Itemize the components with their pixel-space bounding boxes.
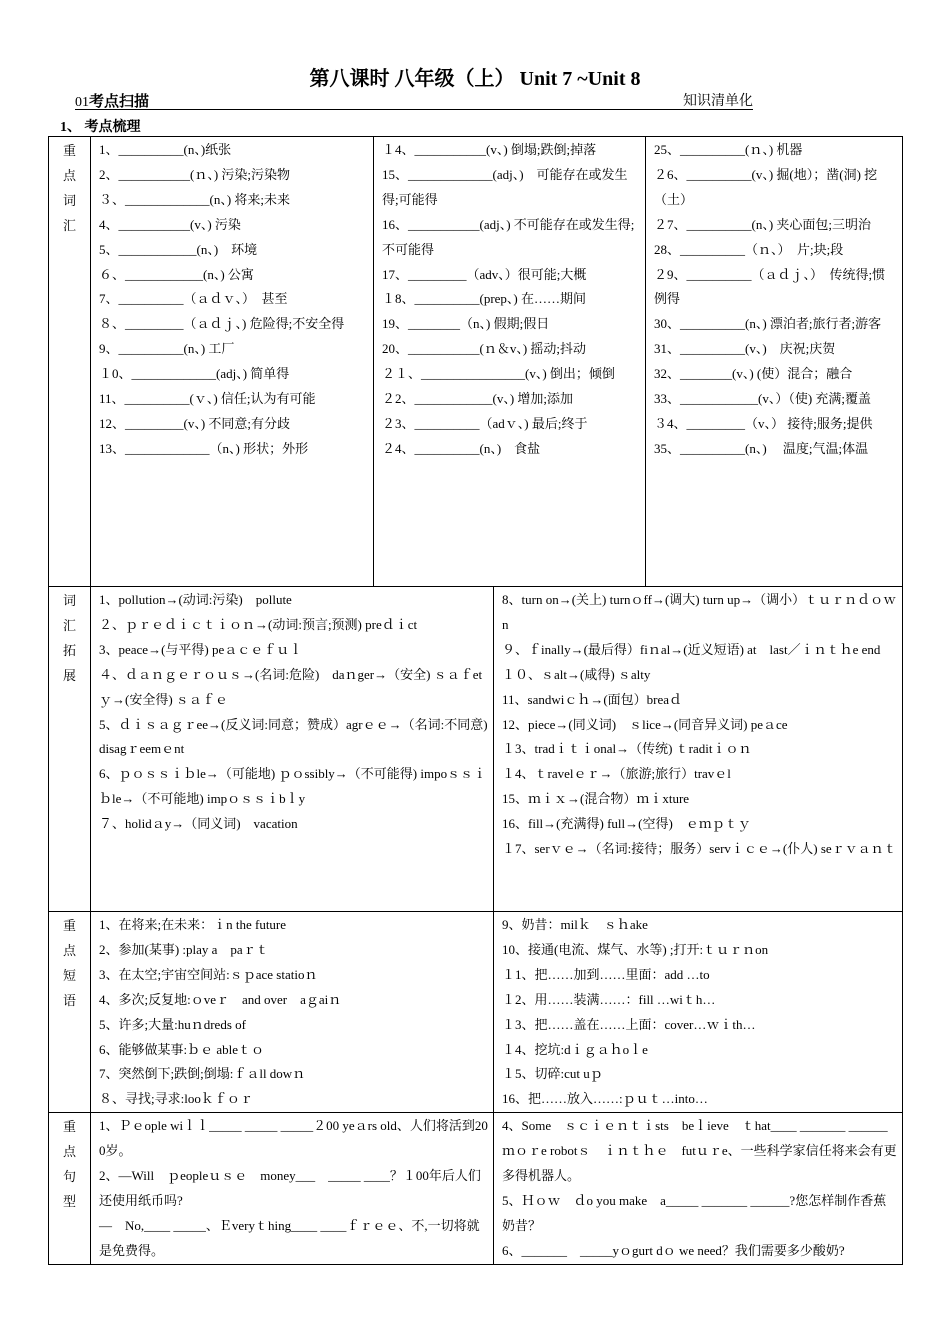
sentences-label: 重 点 句 型 <box>49 1113 91 1264</box>
list-item: 12、_________(v、) 不同意;有分歧 <box>99 415 291 431</box>
list-item: １０、ｓalt→(咸得) ｓalty <box>502 666 651 682</box>
list-item: 11、sandwiｃｈ→(面包）breaｄ <box>502 691 683 707</box>
vocab-col-2 <box>374 137 646 587</box>
list-item: 16、把……放入……:ｐｕｔ…into… <box>502 1091 708 1107</box>
list-item: 25、__________(ｎ、) 机器 <box>654 142 803 157</box>
vocab-col-1 <box>91 137 374 587</box>
list-item: 8、turn on→(关上) turnｏff→(调大) turn up→（调小）ｔｕｒｎｄｏｗn <box>502 592 897 632</box>
section-header <box>75 89 753 110</box>
list-item: 2、参加(某事) :play a paｒｔ <box>99 941 269 957</box>
list-item: 4、___________(v、) 污染 <box>99 216 241 232</box>
list-item: ２6、__________(v、) 掘(地）；凿(洞) 挖（土） <box>654 166 878 207</box>
list-item: 5、许多;大量:huｎdreds of <box>99 1016 246 1032</box>
sentences-col-2 <box>494 1113 903 1264</box>
list-item: 9、__________(n、) 工厂 <box>99 341 235 357</box>
list-item: １7、serｖｅ→（名词:接待；服务）servｉｃｅ→(仆人) seｒｖａｎｔ <box>502 841 897 857</box>
list-item: 4、Some ｓｃｉｅｎｔｉsts beｌieve ｔhat____ _______ ______ｍｏｒe robotｓ ｉｎｔｈｅ futｕｒe、一些科学家信任将来会有更多得机器人。 <box>502 1118 897 1184</box>
list-item: 12、piece→(同义词) ｓlice→(同音异义词) peａce <box>502 716 788 732</box>
knowledge-table <box>48 136 903 1265</box>
list-item: 1、Ｐｅople wiｌｌ_____ _____ _____２00 yeａrs old、人们将活到200岁。 <box>99 1118 488 1159</box>
list-item: 3、在太空;宇宙空间站:ｓｐace statioｎ <box>99 966 318 982</box>
phrases-row <box>49 912 903 1113</box>
phrases-col-2 <box>494 912 903 1113</box>
list-item: １4、___________(v、) 倒塌;跌倒;掉落 <box>382 142 597 157</box>
list-item: 3、peace→(与平得) peａｃｅｆｕｌ <box>99 641 303 657</box>
list-item: 16、___________(adj、) 不可能存在或发生得;不可能得 <box>382 216 635 257</box>
list-item: 5、ｄｉｓａｇｒee→(反义词:同意；赞成）agrｅｅ→（名词:不同意) disagｒeemｅnt <box>99 716 488 757</box>
list-item: 31、__________(v、) 庆祝;庆贺 <box>654 341 836 357</box>
list-item: １4、挖坑:dｉｇａｈoｌe <box>502 1041 648 1057</box>
list-item: 16、fill→(充满得) full→(空得) ｅｍｐｔｙ <box>502 816 751 832</box>
list-item: ２2、____________(v、) 增加;添加 <box>382 391 574 407</box>
section-heading: 1、 考点梳理 <box>60 120 141 135</box>
list-item: 15、_____________(adj、) 可能存在或发生得;可能得 <box>382 166 628 207</box>
header-bold-title: 考点扫描 <box>89 94 150 110</box>
page-title: 第八课时 八年级（上） Unit 7 ~Unit 8 <box>309 68 641 90</box>
list-item: 6、能够做某事:ｂｅ ableｔｏ <box>99 1041 265 1057</box>
list-item: １5、切碎:cut uｐ <box>502 1066 603 1082</box>
list-item: ２9、__________（ａｄｊ、） 传统得;惯例得 <box>654 266 886 307</box>
list-item: ４、ｄａｎｇｅｒｏｕｓ→(名词:危险) daｎger→（安全) ｓａｆet ｙ→(安全得) ｓａｆｅ <box>99 666 483 707</box>
list-item: — No,____ _____、Ｅveryｔhing____ ____ｆｒｅｅ、不,一切将就是免费得。 <box>99 1217 480 1258</box>
list-item: 20、___________(ｎ＆v、) 摇动;抖动 <box>382 341 587 357</box>
list-item: ７、holidａy→（同义词) vacation <box>99 816 298 832</box>
list-item: １0、_____________(adj、) 简单得 <box>99 366 290 382</box>
list-item: 5、____________(n、) 环境 <box>99 241 258 257</box>
list-item: 32、________(v、) (使）混合；融合 <box>654 366 853 382</box>
list-item: 1、在将来;在未来：ｉn the future <box>99 917 287 932</box>
list-item: １8、__________(prep、) 在……期间 <box>382 291 587 307</box>
list-item: 11、__________(ｖ、) 信任;认为有可能 <box>99 391 316 407</box>
list-item: 6、_______ _____yｏgurt dｏ we need？我们需要多少酸奶? <box>502 1242 845 1258</box>
list-item: ３4、_________（v、） 接待;服务;提供 <box>654 415 873 431</box>
vocab-label: 重 点 词 汇 <box>49 137 91 587</box>
list-item: 10、接通(电流、煤气、水等) ;打开:ｔｕｒｎon <box>502 941 769 957</box>
expand-col-2 <box>494 587 903 912</box>
list-item: 7、__________（ａｄｖ、） 甚至 <box>99 291 288 307</box>
list-item: １4、ｔravelｅｒ→（旅游;旅行）travｅl <box>502 766 731 782</box>
list-item: ６、____________(n、) 公寓 <box>99 266 254 282</box>
vocab-row <box>49 137 903 587</box>
list-item: 2、___________(ｎ、) 污染;污染物 <box>99 166 291 182</box>
list-item: 30、__________(n、) 漂泊者;旅行者;游客 <box>654 316 882 332</box>
list-item: ２、ｐｒｅｄｉｃｔｉｏｎ→(动词:预言;预测) preｄｉct <box>99 616 418 632</box>
list-item: １3、把……盖在……上面：cover…ｗｉth… <box>502 1016 756 1032</box>
vocab-col-3 <box>646 137 903 587</box>
header-left <box>75 90 149 111</box>
header-number: 01 <box>75 95 89 110</box>
list-item: 28、__________（ｎ、） 片;块;段 <box>654 241 844 257</box>
list-item: 35、__________(n、) 温度;气温;体温 <box>654 440 869 456</box>
list-item: 9、奶昔：milｋ ｓｈake <box>502 917 648 932</box>
list-item: 6、ｐｏｓｓｉｂle→（可能地) ｐｏssibly→（不可能得) impoｓｓｉｂle→（不可能地) impｏｓｓｉbｌy <box>99 766 487 807</box>
list-item: １1、把……加到……里面：add …to <box>502 966 710 982</box>
list-item: １2、用……装满……：fill …wiｔh… <box>502 991 716 1007</box>
list-item: 13、_____________（n、) 形状；外形 <box>99 440 309 456</box>
list-item: １3、tradｉｔｉonal→（传统) ｔraditｉｏｎ <box>502 741 752 757</box>
list-item: ８、_________（ａｄｊ、) 危险得;不安全得 <box>99 316 345 332</box>
list-item: 1、__________(n、)纸张 <box>99 142 232 157</box>
header-right: 知识清单化 <box>683 94 753 109</box>
list-item: 15、ｍｉｘ→(混合物）ｍｉxture <box>502 791 690 807</box>
list-item: ２3、__________（adｖ、) 最后;终于 <box>382 415 588 431</box>
list-item: 7、突然倒下;跌倒;倒塌:ｆａll dowｎ <box>99 1066 306 1082</box>
list-item: 33、____________(v、）（使) 充满;覆盖 <box>654 391 872 407</box>
list-item: 19、________（n、) 假期;假日 <box>382 316 550 332</box>
phrases-label: 重 点 短 语 <box>49 912 91 1113</box>
sentences-col-1 <box>91 1113 494 1264</box>
list-item: ２１、________________(v、) 倒出；倾倒 <box>382 366 615 382</box>
list-item: ２4、__________(n、) 食盐 <box>382 440 541 456</box>
expand-row <box>49 587 903 912</box>
list-item: 5、Ｈｏｗ ｄo you make a_____ _______ ______?您怎样制作香蕉奶昔？ <box>502 1192 887 1233</box>
list-item: ２7、__________(n、) 夹心面包;三明治 <box>654 216 872 232</box>
list-item: ９、ｆinally→(最后得）fiｎal→(近义短语) at last／ｉｎｔｈe end <box>502 641 881 657</box>
list-item: ８、寻找;寻求:looｋｆｏｒ <box>99 1091 253 1107</box>
list-item: 2、—Will ｐeopleｕｓｅ money___ _____ ____？１00年后人们还使用纸币吗? <box>99 1168 481 1208</box>
expand-label: 词 汇 拓 展 <box>49 587 91 912</box>
list-item: 4、多次;反复地:ｏveｒ and over aｇaiｎ <box>99 991 342 1007</box>
phrases-col-1 <box>91 912 494 1113</box>
list-item: ３、_____________(n、) 将来;未来 <box>99 191 291 207</box>
sentences-row <box>49 1113 903 1264</box>
expand-col-1 <box>91 587 494 912</box>
list-item: 1、pollution→(动词:污染) pollute <box>99 592 292 607</box>
list-item: 17、_________（adv、）很可能;大概 <box>382 266 587 282</box>
